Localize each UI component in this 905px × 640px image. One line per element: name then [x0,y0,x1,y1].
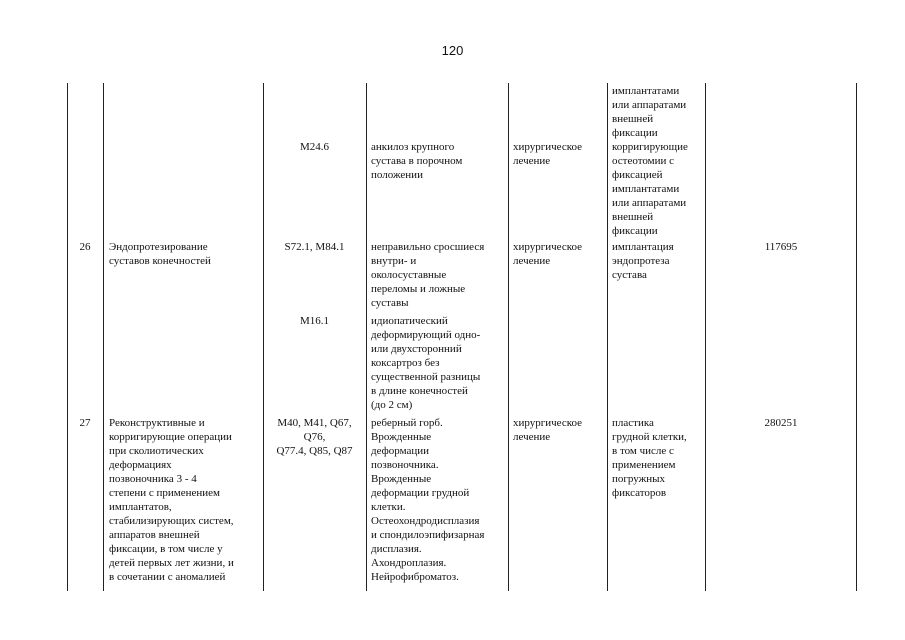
column-border [856,83,857,591]
row-number-cell: 27 [79,417,91,429]
method-codes-cell: M40, M41, Q67, Q76, Q77.4, Q85, Q87 [276,417,353,457]
row-number-cell: 26 [79,241,91,253]
column-border [508,83,509,591]
method-codes-cell: M24.6 [299,141,330,153]
treatment-type-cell: хирургическое лечение [513,241,583,267]
condition-cell: анкилоз крупного сустава в порочном положении [371,141,463,181]
profile-cell: Реконструктивные и корригирующие операции при сколиотических деформациях позвоночника 3 - 4 степени с применением имплантатов, стабилизирующих систем, аппаратов внешней фиксации, в том числе у детей первых лет жизни, и в сочетании с аномалией [109,417,234,583]
condition-cell: реберный горб. Врожденные деформации позвоночника. Врожденные деформации грудной клетки. Остеохондродисплазия и спондилоэпифизарная дисплазия. Ахондроплазия. Нейрофиброматоз. [371,417,485,583]
method-cell: имплантация эндопротеза сустава [612,241,674,281]
page-number: 120 [441,43,464,58]
cost-cell: 280251 [764,417,798,429]
column-border [67,83,68,591]
column-border [366,83,367,591]
method-cell: пластика грудной клетки, в том числе с применением погружных фиксаторов [612,417,687,499]
column-border [607,83,608,591]
condition-cell: неправильно сросшиеся внутри- и околосуставные переломы и ложные суставы [371,241,485,309]
method-cell: имплантатами или аппаратами внешней фиксации корригирующие остеотомии с фиксацией имплантатами или аппаратами внешней фиксации [612,85,688,237]
treatment-type-cell: хирургическое лечение [513,141,583,167]
method-codes-cell: S72.1, M84.1 [284,241,345,253]
column-border [705,83,706,591]
profile-cell: Эндопротезирование суставов конечностей [109,241,211,267]
cost-cell: 117695 [764,241,798,253]
method-codes-cell: M16.1 [299,315,330,327]
condition-cell: идиопатический деформирующий одно- или двухсторонний коксартроз без существенной разницы в длине конечностей (до 2 см) [371,315,481,411]
column-border [103,83,104,591]
treatment-type-cell: хирургическое лечение [513,417,583,443]
column-border [263,83,264,591]
